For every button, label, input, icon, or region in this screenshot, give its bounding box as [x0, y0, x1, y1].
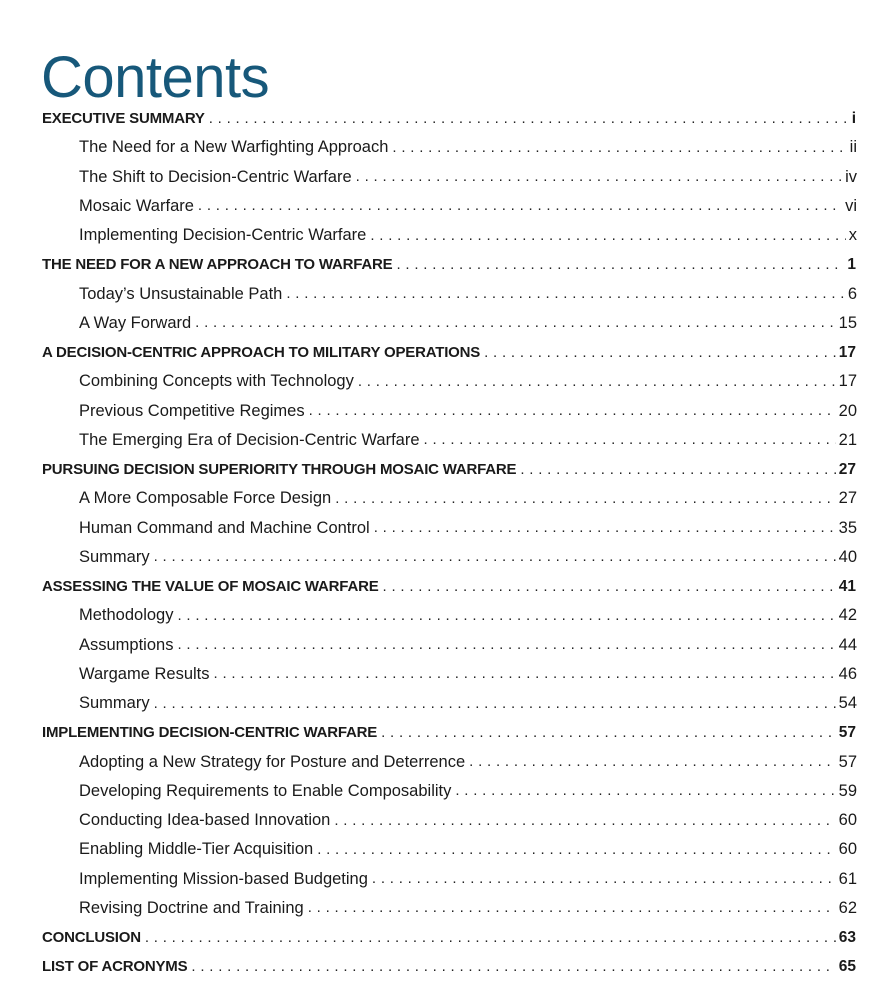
dot-leader: [381, 723, 836, 743]
dot-leader: [154, 547, 836, 567]
toc-subsection-entry[interactable]: [79, 280, 857, 309]
toc-section-entry[interactable]: [42, 923, 856, 952]
toc-entry-label: ASSESSING THE VALUE OF MOSAIC WARFARE: [42, 578, 379, 596]
toc-page-number: 65: [838, 957, 856, 975]
dot-leader: [177, 606, 835, 626]
toc-page-number: 60: [838, 840, 857, 859]
toc-subsection-entry[interactable]: [79, 514, 857, 543]
dot-leader: [424, 430, 836, 450]
toc-page-number: 59: [838, 781, 857, 800]
toc-entry-label: Wargame Results: [79, 664, 210, 683]
toc-page-number: ii: [849, 138, 857, 157]
toc-page-number: 46: [838, 664, 857, 683]
toc-entry-label: Previous Competitive Regimes: [79, 401, 305, 420]
toc-section-entry[interactable]: [42, 338, 856, 367]
toc-section-entry[interactable]: [42, 952, 856, 981]
toc-subsection-entry[interactable]: [79, 835, 857, 864]
toc-subsection-entry[interactable]: [79, 192, 857, 221]
toc-subsection-entry[interactable]: [79, 689, 857, 718]
dot-leader: [370, 226, 845, 246]
dot-leader: [396, 255, 844, 275]
toc-page-number: x: [848, 226, 857, 245]
toc-entry-label: Revising Doctrine and Training: [79, 898, 304, 917]
toc-subsection-entry[interactable]: [79, 806, 857, 835]
toc-subsection-entry[interactable]: [79, 163, 857, 192]
toc-page-number: 44: [838, 635, 857, 654]
dot-leader: [191, 957, 835, 977]
dot-leader: [392, 138, 846, 158]
dot-leader: [520, 460, 835, 480]
dot-leader: [309, 401, 836, 421]
toc-entry-label: Assumptions: [79, 635, 174, 654]
toc-section-entry[interactable]: [42, 104, 856, 133]
toc-subsection-entry[interactable]: [79, 601, 857, 630]
toc-page-number: 57: [838, 723, 856, 741]
toc-entry-label: CONCLUSION: [42, 929, 141, 947]
toc-page-number: 54: [838, 694, 857, 713]
toc-subsection-entry[interactable]: [79, 133, 857, 162]
dot-leader: [195, 313, 835, 333]
toc-entry-label: A DECISION-CENTRIC APPROACH TO MILITARY OPERATIONS: [42, 344, 481, 362]
toc-page-number: 17: [838, 343, 856, 361]
dot-leader: [214, 664, 836, 684]
toc-subsection-entry[interactable]: [79, 426, 857, 455]
toc-subsection-entry[interactable]: [79, 660, 857, 689]
dot-leader: [455, 781, 835, 801]
toc-section-entry[interactable]: [42, 718, 856, 747]
dot-leader: [358, 372, 836, 392]
toc-entry-label: Combining Concepts with Technology: [79, 372, 354, 391]
toc-entry-label: Conducting Idea-based Innovation: [79, 811, 331, 830]
toc-page-number: 27: [838, 489, 857, 508]
toc-page-number: 41: [838, 577, 856, 595]
dot-leader: [317, 840, 835, 860]
toc-entry-label: Implementing Decision-Centric Warfare: [79, 226, 367, 245]
dot-leader: [484, 343, 836, 363]
toc-entry-label: A Way Forward: [79, 313, 192, 332]
toc-section-entry[interactable]: [42, 572, 856, 601]
toc-subsection-entry[interactable]: [79, 631, 857, 660]
toc-subsection-entry[interactable]: [79, 777, 857, 806]
toc-page-number: 42: [838, 606, 857, 625]
toc-entry-label: Enabling Middle-Tier Acquisition: [79, 840, 314, 859]
dot-leader: [335, 489, 835, 509]
dot-leader: [145, 928, 836, 948]
toc-entry-label: The Shift to Decision-Centric Warfare: [79, 167, 352, 186]
dot-leader: [374, 518, 836, 538]
toc-entry-label: Summary: [79, 547, 150, 566]
page-title: Contents: [41, 44, 270, 110]
toc-entry-label: PURSUING DECISION SUPERIORITY THROUGH MOSAIC WARFARE: [42, 461, 517, 479]
toc-entry-label: The Emerging Era of Decision-Centric Warfare: [79, 430, 420, 449]
toc-entry-label: EXECUTIVE SUMMARY: [42, 110, 205, 128]
dot-leader: [286, 284, 844, 304]
toc-entry-label: Summary: [79, 694, 150, 713]
toc-page-number: 35: [838, 518, 857, 537]
toc-page-number: 15: [838, 313, 857, 332]
dot-leader: [469, 752, 836, 772]
dot-leader: [154, 694, 836, 714]
toc-subsection-entry[interactable]: [79, 484, 857, 513]
toc-subsection-entry[interactable]: [79, 748, 857, 777]
dot-leader: [356, 167, 842, 187]
dot-leader: [372, 869, 836, 889]
toc-entry-label: A More Composable Force Design: [79, 489, 332, 508]
toc-page-number: 20: [838, 401, 857, 420]
toc-entry-label: IMPLEMENTING DECISION-CENTRIC WARFARE: [42, 724, 378, 742]
dot-leader: [209, 109, 849, 129]
toc-page-number: 62: [838, 898, 857, 917]
toc-entry-label: Developing Requirements to Enable Composability: [79, 781, 452, 800]
table-of-contents: [0, 104, 886, 982]
toc-entry-label: Human Command and Machine Control: [79, 518, 370, 537]
toc-page-number: 57: [838, 752, 857, 771]
toc-page-number: vi: [845, 196, 857, 215]
toc-subsection-entry[interactable]: [79, 367, 857, 396]
toc-page-number: 21: [838, 430, 857, 449]
dot-leader: [177, 635, 835, 655]
toc-entry-label: Implementing Mission-based Budgeting: [79, 869, 368, 888]
toc-subsection-entry[interactable]: [79, 221, 857, 250]
toc-page-number: 17: [838, 372, 857, 391]
toc-page-number: 63: [838, 928, 856, 946]
toc-page-number: 6: [847, 284, 857, 303]
toc-page-number: iv: [845, 167, 857, 186]
dot-leader: [383, 577, 836, 597]
dot-leader: [198, 196, 842, 216]
toc-entry-label: Adopting a New Strategy for Posture and Deterrence: [79, 752, 466, 771]
toc-subsection-entry[interactable]: [79, 309, 857, 338]
toc-page-number: 27: [838, 460, 856, 478]
toc-entry-label: Today’s Unsustainable Path: [79, 284, 283, 303]
dot-leader: [334, 811, 835, 831]
toc-section-entry[interactable]: [42, 250, 856, 279]
toc-page-number: 40: [838, 547, 857, 566]
toc-page-number: i: [851, 109, 856, 127]
toc-page-number: 60: [838, 811, 857, 830]
toc-subsection-entry[interactable]: [79, 397, 857, 426]
toc-section-entry[interactable]: [42, 455, 856, 484]
toc-subsection-entry[interactable]: [79, 865, 857, 894]
toc-page-number: 1: [847, 255, 856, 273]
toc-entry-label: The Need for a New Warfighting Approach: [79, 138, 389, 157]
toc-subsection-entry[interactable]: [79, 894, 857, 923]
toc-entry-label: Mosaic Warfare: [79, 196, 194, 215]
toc-entry-label: LIST OF ACRONYMS: [42, 958, 188, 976]
dot-leader: [308, 898, 836, 918]
toc-subsection-entry[interactable]: [79, 543, 857, 572]
toc-page-number: 61: [838, 869, 857, 888]
toc-entry-label: Methodology: [79, 606, 174, 625]
toc-entry-label: THE NEED FOR A NEW APPROACH TO WARFARE: [42, 256, 393, 274]
